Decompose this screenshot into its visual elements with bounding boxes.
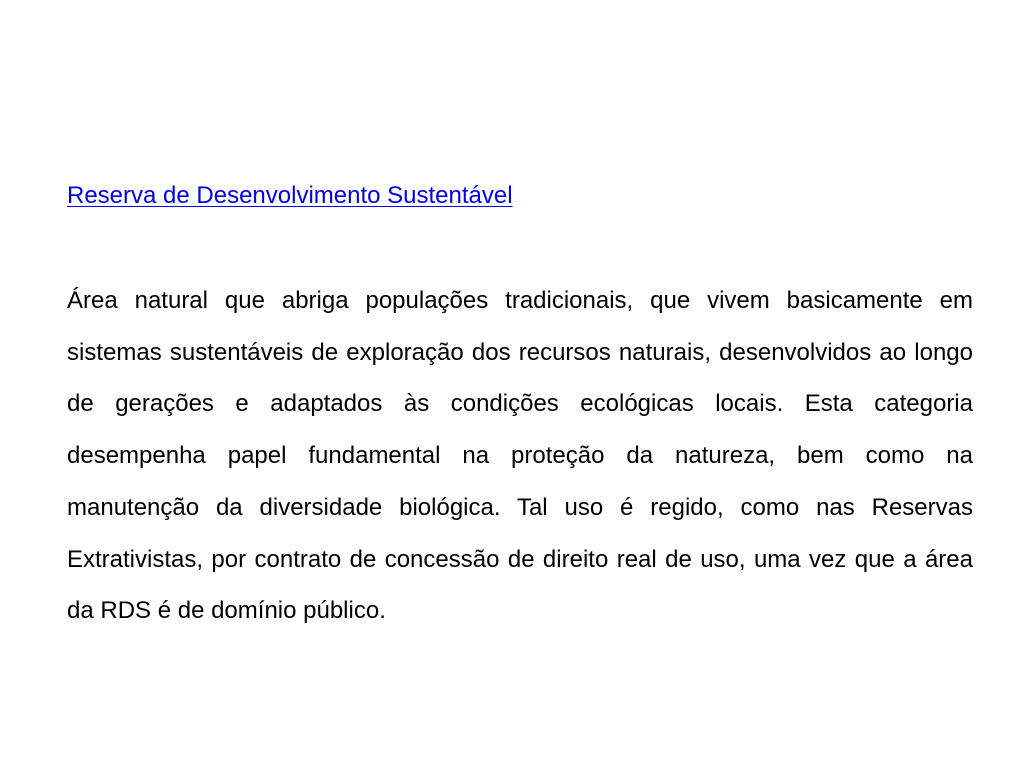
- rds-definition-paragraph: Área natural que abriga populações tradicionais, que vivem basicamente em sistemas sustentáveis de exploração dos recursos naturais, desenvolvidos ao longo de gerações e adaptados às condições ecológicas locais. Esta categoria desempenha papel fundamental na proteção da natureza, bem como na manutenção da diversidade biológica. Tal uso é regido, como nas Reservas Extrativistas, por contrato de concessão de direito real de uso, uma vez que a área da RDS é de domínio público.: [67, 287, 973, 625]
- rds-title-link[interactable]: Reserva de Desenvolvimento Sustentável: [67, 182, 513, 209]
